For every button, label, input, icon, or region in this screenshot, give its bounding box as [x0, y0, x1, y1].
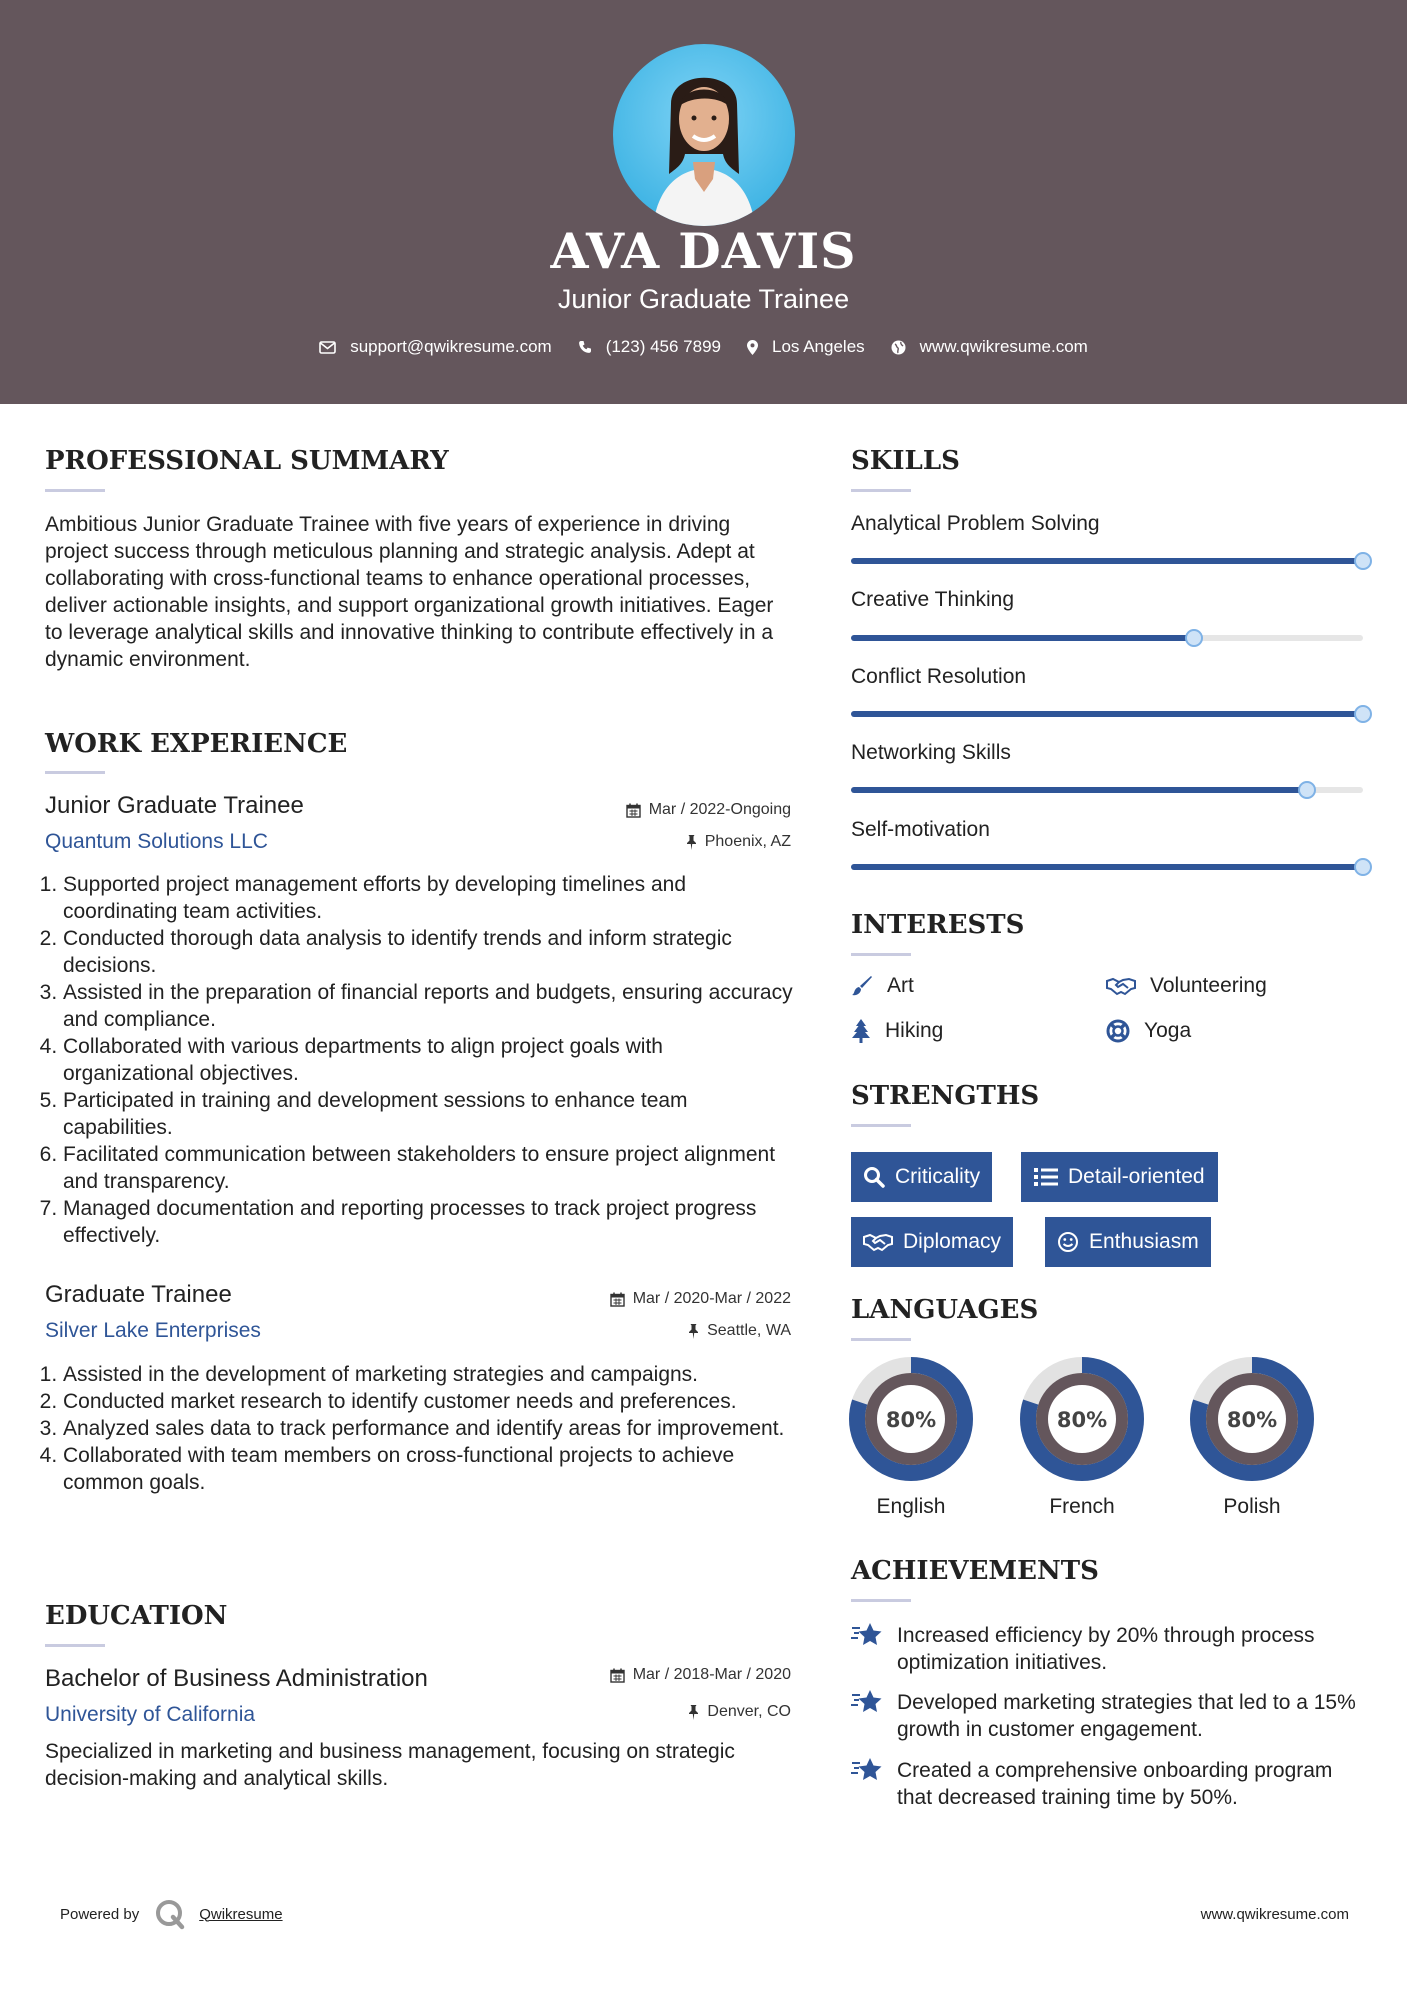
list-item: 3. Assisted in the preparation of financial reports and budgets, ensuring accuracy and compliance.: [63, 979, 795, 1033]
skills-divider: [851, 489, 911, 492]
experience-divider: [45, 771, 105, 774]
language-gauge: [1020, 1357, 1144, 1486]
job-location: [686, 833, 791, 851]
job-company[interactable]: Quantum Solutions LLC: [45, 830, 268, 853]
pushpin-icon: [686, 835, 697, 850]
handshake-icon: [1106, 976, 1136, 996]
pushpin-icon: [688, 1324, 699, 1339]
achievement-item: [851, 1689, 1371, 1743]
skill-bar-fill: [851, 864, 1363, 870]
list-item: 4. Collaborated with team members on cross-functional projects to achieve common goals.: [63, 1442, 795, 1496]
list-item: 6. Facilitated communication between stakeholders to ensure project alignment and transparency.: [63, 1141, 795, 1195]
education-dates-text: Mar / 2018-Mar / 2020: [632, 1666, 791, 1683]
job-location-text: Seattle, WA: [707, 1322, 791, 1339]
strengths-heading: STRENGTHS: [851, 1081, 1040, 1111]
strengths-divider: [851, 1124, 911, 1127]
education-divider: [45, 1644, 105, 1647]
achievements-divider: [851, 1599, 911, 1602]
tree-icon: [851, 1019, 871, 1043]
education-location-text: Denver, CO: [707, 1703, 791, 1720]
list-icon: [1034, 1167, 1058, 1187]
achievement-text: Developed marketing strategies that led to a 15% growth in customer engagement.: [897, 1691, 1356, 1741]
globe-icon: [891, 340, 906, 355]
languages-divider: [851, 1338, 911, 1341]
achievement-text: Created a comprehensive onboarding program that decreased training time by 50%.: [897, 1759, 1333, 1809]
list-item: 3. Analyzed sales data to track performance and identify areas for improvement.: [63, 1415, 795, 1442]
job-title: Junior Graduate Trainee: [45, 792, 304, 819]
education-dates: [610, 1666, 791, 1684]
list-item: 1. Supported project management efforts by developing timelines and coordinating team activities.: [63, 871, 795, 925]
school-name[interactable]: University of California: [45, 1703, 256, 1726]
skill-bar: [851, 711, 1363, 717]
job-dates: [626, 801, 791, 819]
skill-name: Analytical Problem Solving: [851, 512, 1100, 535]
paintbrush-icon: [851, 975, 873, 997]
interest-label: Art: [887, 974, 914, 997]
qwikresume-logo-icon: [153, 1897, 187, 1931]
gauge-percent: 80%: [1056, 1408, 1108, 1432]
pushpin-icon: [688, 1705, 699, 1720]
contact-phone[interactable]: [578, 337, 721, 357]
candidate-role: Junior Graduate Trainee: [557, 284, 850, 314]
language-gauge: [1190, 1357, 1314, 1486]
list-item: 5. Participated in training and development sessions to enhance team capabilities.: [63, 1087, 795, 1141]
job-bullets: [45, 871, 795, 1249]
job-title: Graduate Trainee: [45, 1281, 232, 1308]
strength-label: Detail-oriented: [1068, 1165, 1205, 1188]
job-bullets: [45, 1361, 795, 1496]
contact-email[interactable]: [319, 337, 552, 357]
education-heading: EDUCATION: [45, 1601, 228, 1631]
list-item: 7. Managed documentation and reporting processes to track project progress effectively.: [63, 1195, 795, 1249]
list-item: 4. Collaborated with various departments to align project goals with organizational objectives.: [63, 1033, 795, 1087]
job-company[interactable]: Silver Lake Enterprises: [45, 1319, 261, 1342]
strength-tag: [1021, 1152, 1218, 1202]
summary-divider: [45, 489, 105, 492]
calendar-icon: [626, 803, 641, 818]
gauge-percent: 80%: [885, 1408, 937, 1432]
powered-by-text: Powered by: [60, 1905, 140, 1923]
strength-label: Diplomacy: [903, 1230, 1002, 1253]
education-location: [688, 1703, 791, 1721]
list-item: 1. Assisted in the development of marketing strategies and campaigns.: [63, 1361, 795, 1388]
job-dates-text: Mar / 2022-Ongoing: [648, 801, 791, 818]
skill-bar-knob: [1354, 858, 1372, 876]
summary-heading: PROFESSIONAL SUMMARY: [45, 446, 449, 476]
skill-bar-knob: [1354, 552, 1372, 570]
smile-icon: [1057, 1231, 1079, 1253]
envelope-icon: [319, 341, 336, 354]
contact-bar: [0, 337, 1407, 357]
skill-name: Creative Thinking: [851, 588, 1015, 611]
phone-icon: [578, 340, 592, 354]
achievements-heading: ACHIEVEMENTS: [851, 1556, 1099, 1586]
language-name: English: [876, 1495, 946, 1518]
star-icon: [851, 1689, 883, 1717]
brand-link[interactable]: Qwikresume: [199, 1905, 283, 1923]
contact-website[interactable]: [891, 337, 1088, 357]
footer-website[interactable]: www.qwikresume.com: [1200, 1906, 1349, 1923]
skills-heading: SKILLS: [851, 446, 960, 476]
degree-title: Bachelor of Business Administration: [45, 1665, 428, 1692]
skill-bar-knob: [1298, 781, 1316, 799]
email-text: support@qwikresume.com: [350, 337, 552, 356]
skill-bar: [851, 635, 1363, 641]
experience-heading: WORK EXPERIENCE: [45, 729, 348, 759]
interest-item: [851, 1019, 943, 1043]
skill-bar-fill: [851, 787, 1307, 793]
contact-location: [747, 337, 865, 357]
language-name: Polish: [1223, 1495, 1281, 1518]
strength-tag: [851, 1217, 1013, 1267]
map-marker-icon: [747, 340, 758, 355]
list-item: 2. Conducted market research to identify customer needs and preferences.: [63, 1388, 795, 1415]
handshake-icon: [863, 1232, 893, 1252]
search-icon: [863, 1166, 885, 1188]
achievement-text: Increased efficiency by 20% through process optimization initiatives.: [897, 1624, 1315, 1674]
skill-bar-fill: [851, 711, 1363, 717]
interests-divider: [851, 953, 911, 956]
skill-bar: [851, 787, 1363, 793]
phone-text: (123) 456 7899: [605, 337, 722, 356]
job-location: [688, 1322, 791, 1340]
achievement-item: [851, 1757, 1351, 1811]
skill-bar-fill: [851, 558, 1363, 564]
header: [0, 0, 1407, 404]
strength-label: Enthusiasm: [1089, 1230, 1199, 1253]
languages-heading: LANGUAGES: [851, 1295, 1039, 1325]
achievement-item: [851, 1622, 1371, 1676]
skill-bar-fill: [851, 635, 1194, 641]
job-dates-text: Mar / 2020-Mar / 2022: [632, 1290, 791, 1307]
star-icon: [851, 1757, 883, 1785]
interest-item: [851, 974, 914, 998]
footer-powered-by: [60, 1897, 283, 1931]
star-icon: [851, 1622, 883, 1650]
strength-tag: [1045, 1217, 1211, 1267]
strength-tag: [851, 1152, 992, 1202]
interest-label: Yoga: [1144, 1019, 1192, 1042]
skill-bar-knob: [1354, 705, 1372, 723]
skill-bar-knob: [1185, 629, 1203, 647]
skill-name: Self-motivation: [851, 818, 990, 841]
skill-bar: [851, 558, 1363, 564]
avatar: [613, 44, 795, 226]
location-text: Los Angeles: [772, 337, 865, 356]
skill-name: Conflict Resolution: [851, 665, 1027, 688]
calendar-icon: [610, 1292, 625, 1307]
interest-label: Hiking: [885, 1019, 944, 1042]
skill-bar: [851, 864, 1363, 870]
list-item: 2. Conducted thorough data analysis to identify trends and inform strategic decisions.: [63, 925, 795, 979]
summary-text: Ambitious Junior Graduate Trainee with five years of experience in driving project success through meticulous planning and strategic analysis. Adept at collaborating with cross-functional teams to enhance operational processes, deliver actionable insights, and support organizational growth initiatives. Eager to leverage analytical skills and innovative thinking to contribute effectively in a dynamic environment.: [45, 513, 774, 671]
interests-heading: INTERESTS: [851, 910, 1025, 940]
calendar-icon: [610, 1668, 625, 1683]
job-location-text: Phoenix, AZ: [704, 833, 791, 850]
strength-label: Criticality: [895, 1165, 981, 1188]
job-dates: [610, 1290, 791, 1308]
interest-label: Volunteering: [1150, 974, 1267, 997]
interest-item: [1106, 974, 1267, 998]
language-name: French: [1049, 1495, 1115, 1518]
interest-item: [1106, 1019, 1191, 1043]
education-description: Specialized in marketing and business management, focusing on strategic decision-making and analytical skills.: [45, 1740, 735, 1790]
language-gauge: [849, 1357, 973, 1486]
candidate-name: AVA DAVIS: [550, 222, 857, 280]
lifebuoy-icon: [1106, 1019, 1130, 1043]
website-text: www.qwikresume.com: [919, 337, 1088, 356]
skill-name: Networking Skills: [851, 741, 1011, 764]
gauge-percent: 80%: [1226, 1408, 1278, 1432]
